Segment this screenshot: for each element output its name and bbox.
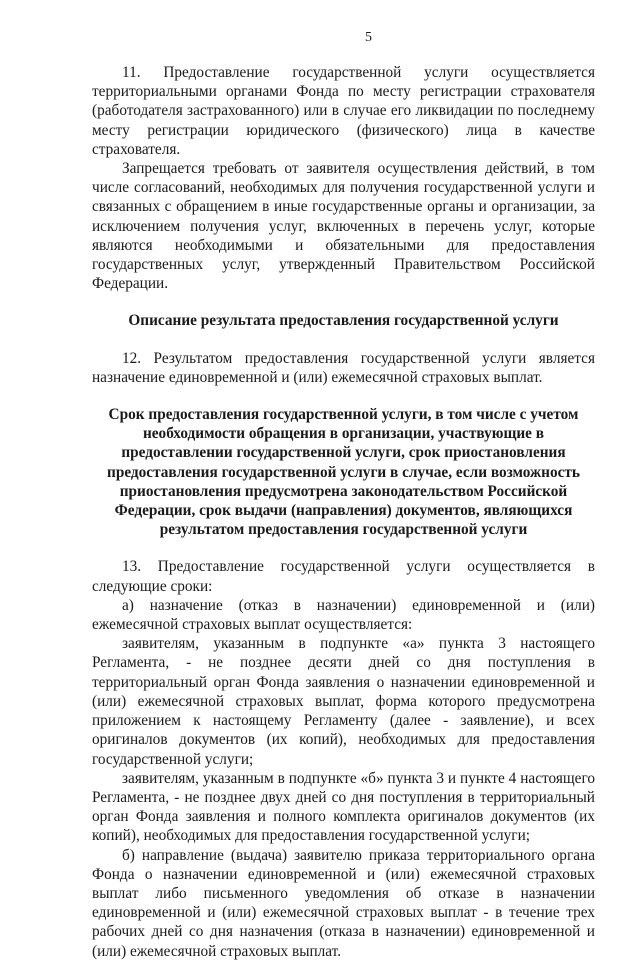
heading-service-term: Срок предоставления государственной услуги, в том числе с учетом необходимости обращения в организации, участвующие в предоставлении государственной услуги, срок приостановления предоставления государственной услуги в случае, если возможность приостановления предусмотрена законодательством Российской Федерации, срок выдачи (направления) документов, являющихся результатом предоставления государственной услуги	[107, 406, 580, 539]
paragraph-11-prohibition: Запрещается требовать от заявителя осуществления действий, в том числе согласований, необходимых для получения государственной услуги и связанных с обращением в иные государственные органы и организации, за исключением получения услуг, включенных в перечень услуг, которые являются необходимыми и обязательными для предоставления государственных услуг, утвержденный Правительством Российской Федерации.	[92, 160, 595, 293]
paragraph-13-a-item-1: заявителям, указанным в подпункте «а» пункта 3 настоящего Регламента, - не позднее десяти дней со дня поступления в территориальный орган Фонда заявления о назначении единовременной и (или) ежемесячной страховых выплат, форма которого предусмотрена приложением к настоящему Регламенту (далее - заявление), и всех оригиналов документов (их копий), необходимых для предоставления государственной услуги;	[92, 635, 595, 768]
paragraph-11: 11. Предоставление государственной услуги осуществляется территориальными органами Фонда по месту регистрации страхователя (работодателя застрахованного) или в случае его ликвидации по последнему месту регистрации юридического (физического) лица в качестве страхователя.	[92, 64, 595, 158]
paragraph-13-a: а) назначение (отказ в назначении) единовременной и (или) ежемесячной страховых выплат осуществляется:	[92, 596, 595, 634]
paragraph-13-a-item-2: заявителям, указанным в подпункте «б» пункта 3 и пункте 4 настоящего Регламента, - не позднее двух дней со дня поступления в территориальный орган Фонда заявления и полного комплекта оригиналов документов (их копий), необходимых для предоставления государственной услуги;	[92, 769, 595, 845]
heading-result-description: Описание результата предоставления государственной услуги	[128, 312, 559, 330]
paragraph-12: 12. Результатом предоставления государственной услуги является назначение единовременной и (или) ежемесячной страховых выплат.	[92, 349, 595, 386]
paragraph-13: 13. Предоставление государственной услуги осуществляется в следующие сроки:	[92, 558, 595, 595]
paragraph-13-b: б) направление (выдача) заявителю приказа территориального органа Фонда о назначении единовременной и (или) ежемесячной страховых выплат либо письменного уведомления об отказе в назначении единовременной и (или) ежемесячной страховых выплат - в течение трех рабочих дней со дня назначения (отказа в назначении) единовременной и (или) ежемесячной страховых выплат.	[92, 846, 595, 960]
page-number: 5	[365, 30, 372, 45]
